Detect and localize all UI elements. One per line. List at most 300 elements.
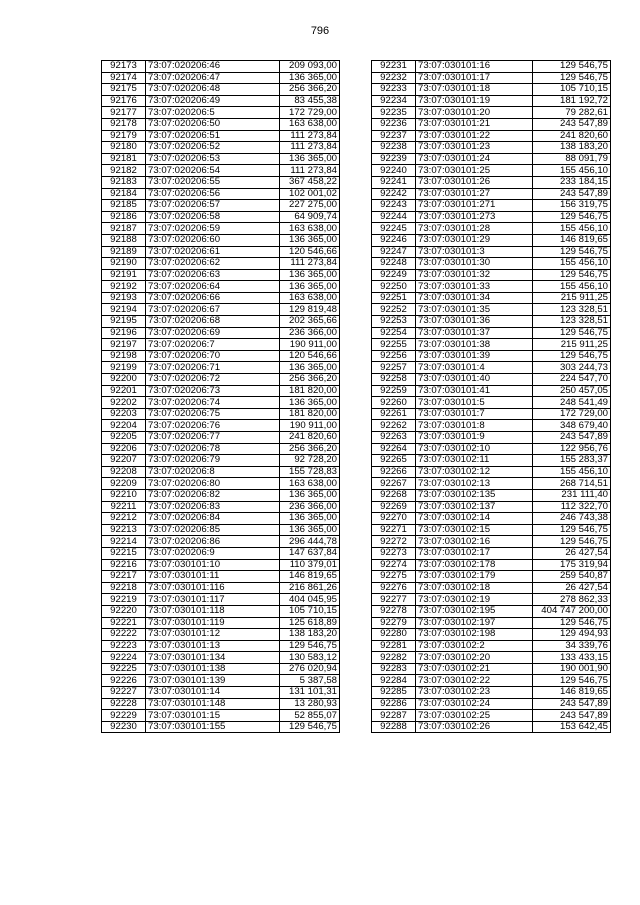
- cadastral-number-cell: 73:07:020206:80: [146, 478, 280, 490]
- cadastral-number-cell: 73:07:030102:10: [416, 443, 533, 455]
- row-number-cell: 92287: [372, 710, 416, 722]
- value-cell: 153 642,45: [533, 721, 611, 733]
- cadastral-number-cell: 73:07:030102:135: [416, 489, 533, 501]
- table-row: [372, 432, 611, 444]
- row-number-cell: 92249: [372, 269, 416, 281]
- row-number-cell: 92242: [372, 188, 416, 200]
- value-cell: 404 747 200,00: [533, 605, 611, 617]
- cadastral-number-cell: 73:07:030101:116: [146, 582, 280, 594]
- table-row: [102, 211, 340, 223]
- cadastral-number-cell: 73:07:020206:54: [146, 165, 280, 177]
- row-number-cell: 92277: [372, 594, 416, 606]
- row-number-cell: 92232: [372, 72, 416, 84]
- table-row: [102, 72, 340, 84]
- value-cell: 236 366,00: [280, 501, 340, 513]
- row-number-cell: 92173: [102, 61, 146, 73]
- row-number-cell: 92273: [372, 547, 416, 559]
- value-cell: 123 328,51: [533, 316, 611, 328]
- row-number-cell: 92179: [102, 130, 146, 142]
- value-cell: 155 456,10: [533, 223, 611, 235]
- value-cell: 202 365,66: [280, 316, 340, 328]
- row-number-cell: 92244: [372, 211, 416, 223]
- cadastral-number-cell: 73:07:030101:139: [146, 675, 280, 687]
- table-row: [102, 327, 340, 339]
- cadastral-number-cell: 73:07:030102:22: [416, 675, 533, 687]
- cadastral-number-cell: 73:07:030101:155: [146, 721, 280, 733]
- cadastral-number-cell: 73:07:020206:63: [146, 269, 280, 281]
- value-cell: 129 546,75: [533, 675, 611, 687]
- value-cell: 110 379,01: [280, 559, 340, 571]
- value-cell: 250 457,05: [533, 385, 611, 397]
- cadastral-number-cell: 73:07:030101:5: [416, 397, 533, 409]
- table-row: [372, 663, 611, 675]
- table-row: [102, 281, 340, 293]
- table-row: [372, 118, 611, 130]
- cadastral-number-cell: 73:07:030101:118: [146, 605, 280, 617]
- row-number-cell: 92199: [102, 362, 146, 374]
- table-row: [372, 640, 611, 652]
- table-row: [102, 478, 340, 490]
- table-row: [372, 571, 611, 583]
- table-row: [102, 443, 340, 455]
- value-cell: 125 618,89: [280, 617, 340, 629]
- table-row: [372, 536, 611, 548]
- cadastral-number-cell: 73:07:030101:37: [416, 327, 533, 339]
- row-number-cell: 92175: [102, 84, 146, 96]
- value-cell: 111 273,84: [280, 142, 340, 154]
- cadastral-number-cell: 73:07:030101:18: [416, 84, 533, 96]
- cadastral-number-cell: 73:07:030101:19: [416, 95, 533, 107]
- value-cell: 52 855,07: [280, 710, 340, 722]
- value-cell: 136 365,00: [280, 397, 340, 409]
- cadastral-number-cell: 73:07:030101:9: [416, 432, 533, 444]
- cadastral-number-cell: 73:07:030102:26: [416, 721, 533, 733]
- row-number-cell: 92250: [372, 281, 416, 293]
- cadastral-number-cell: 73:07:030101:30: [416, 258, 533, 270]
- table-row: [372, 304, 611, 316]
- table-row: [372, 675, 611, 687]
- row-number-cell: 92235: [372, 107, 416, 119]
- cadastral-number-cell: 73:07:020206:64: [146, 281, 280, 293]
- table-row: [372, 234, 611, 246]
- value-cell: 102 001,02: [280, 188, 340, 200]
- cadastral-number-cell: 73:07:030101:117: [146, 594, 280, 606]
- cadastral-number-cell: 73:07:020206:50: [146, 118, 280, 130]
- value-cell: 129 546,75: [533, 536, 611, 548]
- value-cell: 155 456,10: [533, 165, 611, 177]
- row-number-cell: 92283: [372, 663, 416, 675]
- row-number-cell: 92211: [102, 501, 146, 513]
- value-cell: 243 547,89: [533, 188, 611, 200]
- row-number-cell: 92209: [102, 478, 146, 490]
- row-number-cell: 92227: [102, 687, 146, 699]
- table-row: [372, 339, 611, 351]
- cadastral-number-cell: 73:07:020206:85: [146, 524, 280, 536]
- table-row: [372, 698, 611, 710]
- table-row: [372, 385, 611, 397]
- row-number-cell: 92210: [102, 489, 146, 501]
- cadastral-number-cell: 73:07:030102:2: [416, 640, 533, 652]
- row-number-cell: 92258: [372, 374, 416, 386]
- row-number-cell: 92285: [372, 687, 416, 699]
- cadastral-number-cell: 73:07:030101:38: [416, 339, 533, 351]
- value-cell: 136 365,00: [280, 234, 340, 246]
- table-row: [102, 408, 340, 420]
- value-cell: 367 458,22: [280, 176, 340, 188]
- value-cell: 259 540,87: [533, 571, 611, 583]
- row-number-cell: 92190: [102, 258, 146, 270]
- table-row: [102, 513, 340, 525]
- row-number-cell: 92266: [372, 466, 416, 478]
- value-cell: 155 456,10: [533, 466, 611, 478]
- row-number-cell: 92254: [372, 327, 416, 339]
- table-row: [102, 698, 340, 710]
- value-cell: 136 365,00: [280, 362, 340, 374]
- table-row: [372, 408, 611, 420]
- cadastral-number-cell: 73:07:030101:34: [416, 292, 533, 304]
- table-row: [372, 95, 611, 107]
- cadastral-number-cell: 73:07:020206:68: [146, 316, 280, 328]
- cadastral-number-cell: 73:07:020206:7: [146, 339, 280, 351]
- cadastral-number-cell: 73:07:030101:23: [416, 142, 533, 154]
- value-cell: 64 909,74: [280, 211, 340, 223]
- table-row: [102, 95, 340, 107]
- value-cell: 136 365,00: [280, 524, 340, 536]
- value-cell: 111 273,84: [280, 165, 340, 177]
- row-number-cell: 92234: [372, 95, 416, 107]
- row-number-cell: 92246: [372, 234, 416, 246]
- row-number-cell: 92183: [102, 176, 146, 188]
- row-number-cell: 92272: [372, 536, 416, 548]
- row-number-cell: 92261: [372, 408, 416, 420]
- row-number-cell: 92267: [372, 478, 416, 490]
- table-row: [102, 501, 340, 513]
- cadastral-number-cell: 73:07:030102:15: [416, 524, 533, 536]
- value-cell: 248 541,49: [533, 397, 611, 409]
- table-row: [102, 269, 340, 281]
- cadastral-number-cell: 73:07:030102:198: [416, 629, 533, 641]
- cadastral-number-cell: 73:07:030101:35: [416, 304, 533, 316]
- table-row: [102, 536, 340, 548]
- value-cell: 112 322,70: [533, 501, 611, 513]
- row-number-cell: 92195: [102, 316, 146, 328]
- table-row: [372, 547, 611, 559]
- cadastral-number-cell: 73:07:030101:11: [146, 571, 280, 583]
- value-cell: 136 365,00: [280, 513, 340, 525]
- cadastral-number-cell: 73:07:030102:13: [416, 478, 533, 490]
- table-row: [102, 675, 340, 687]
- cadastral-number-cell: 73:07:030102:21: [416, 663, 533, 675]
- value-cell: 243 547,89: [533, 710, 611, 722]
- table-row: [102, 629, 340, 641]
- value-cell: 224 547,70: [533, 374, 611, 386]
- cadastral-number-cell: 73:07:020206:61: [146, 246, 280, 258]
- value-cell: 120 546,66: [280, 246, 340, 258]
- table-row: [372, 200, 611, 212]
- row-number-cell: 92231: [372, 61, 416, 73]
- value-cell: 216 861,26: [280, 582, 340, 594]
- table-row: [372, 61, 611, 73]
- row-number-cell: 92217: [102, 571, 146, 583]
- cadastral-number-cell: 73:07:030102:24: [416, 698, 533, 710]
- value-cell: 34 339,76: [533, 640, 611, 652]
- data-table-right: [371, 60, 611, 733]
- value-cell: 233 184,15: [533, 176, 611, 188]
- cadastral-number-cell: 73:07:020206:48: [146, 84, 280, 96]
- table-row: [102, 362, 340, 374]
- table-row: [102, 385, 340, 397]
- row-number-cell: 92224: [102, 652, 146, 664]
- table-row: [372, 281, 611, 293]
- value-cell: 246 743,38: [533, 513, 611, 525]
- row-number-cell: 92259: [372, 385, 416, 397]
- table-row: [102, 107, 340, 119]
- value-cell: 136 365,00: [280, 153, 340, 165]
- cadastral-number-cell: 73:07:030101:10: [146, 559, 280, 571]
- cadastral-number-cell: 73:07:030102:25: [416, 710, 533, 722]
- value-cell: 26 427,54: [533, 547, 611, 559]
- row-number-cell: 92239: [372, 153, 416, 165]
- cadastral-number-cell: 73:07:030102:18: [416, 582, 533, 594]
- cadastral-number-cell: 73:07:020206:74: [146, 397, 280, 409]
- row-number-cell: 92270: [372, 513, 416, 525]
- cadastral-number-cell: 73:07:030101:12: [146, 629, 280, 641]
- value-cell: 105 710,15: [533, 84, 611, 96]
- value-cell: 155 456,10: [533, 281, 611, 293]
- cadastral-number-cell: 73:07:030102:197: [416, 617, 533, 629]
- cadastral-number-cell: 73:07:030101:15: [146, 710, 280, 722]
- table-row: [102, 142, 340, 154]
- row-number-cell: 92238: [372, 142, 416, 154]
- value-cell: 243 547,89: [533, 698, 611, 710]
- row-number-cell: 92274: [372, 559, 416, 571]
- cadastral-number-cell: 73:07:030101:14: [146, 687, 280, 699]
- value-cell: 172 729,00: [533, 408, 611, 420]
- row-number-cell: 92262: [372, 420, 416, 432]
- row-number-cell: 92248: [372, 258, 416, 270]
- table-row: [102, 605, 340, 617]
- table-row: [372, 687, 611, 699]
- row-number-cell: 92271: [372, 524, 416, 536]
- cadastral-number-cell: 73:07:020206:67: [146, 304, 280, 316]
- row-number-cell: 92188: [102, 234, 146, 246]
- table-row: [102, 489, 340, 501]
- value-cell: 146 819,65: [280, 571, 340, 583]
- row-number-cell: 92200: [102, 374, 146, 386]
- table-row: [102, 721, 340, 733]
- table-row: [102, 432, 340, 444]
- row-number-cell: 92241: [372, 176, 416, 188]
- cadastral-number-cell: 73:07:030101:4: [416, 362, 533, 374]
- cadastral-number-cell: 73:07:030101:29: [416, 234, 533, 246]
- row-number-cell: 92265: [372, 455, 416, 467]
- table-row: [372, 374, 611, 386]
- value-cell: 88 091,79: [533, 153, 611, 165]
- table-row: [372, 629, 611, 641]
- table-row: [372, 269, 611, 281]
- value-cell: 241 820,60: [280, 432, 340, 444]
- table-row: [102, 61, 340, 73]
- value-cell: 172 729,00: [280, 107, 340, 119]
- row-number-cell: 92225: [102, 663, 146, 675]
- value-cell: 111 273,84: [280, 258, 340, 270]
- table-row: [102, 339, 340, 351]
- value-cell: 129 546,75: [533, 524, 611, 536]
- page-number: 796: [310, 25, 330, 37]
- table-row: [372, 327, 611, 339]
- value-cell: 122 956,76: [533, 443, 611, 455]
- cadastral-number-cell: 73:07:030101:36: [416, 316, 533, 328]
- cadastral-number-cell: 73:07:030101:273: [416, 211, 533, 223]
- value-cell: 404 045,95: [280, 594, 340, 606]
- table-row: [102, 304, 340, 316]
- row-number-cell: 92276: [372, 582, 416, 594]
- cadastral-number-cell: 73:07:020206:57: [146, 200, 280, 212]
- row-number-cell: 92230: [102, 721, 146, 733]
- cadastral-number-cell: 73:07:020206:69: [146, 327, 280, 339]
- table-row: [102, 455, 340, 467]
- table-row: [372, 316, 611, 328]
- row-number-cell: 92219: [102, 594, 146, 606]
- cadastral-number-cell: 73:07:020206:51: [146, 130, 280, 142]
- row-number-cell: 92189: [102, 246, 146, 258]
- table-row: [372, 420, 611, 432]
- cadastral-number-cell: 73:07:030101:148: [146, 698, 280, 710]
- value-cell: 155 283,37: [533, 455, 611, 467]
- row-number-cell: 92191: [102, 269, 146, 281]
- value-cell: 105 710,15: [280, 605, 340, 617]
- table-row: [102, 524, 340, 536]
- row-number-cell: 92260: [372, 397, 416, 409]
- cadastral-number-cell: 73:07:030102:11: [416, 455, 533, 467]
- value-cell: 120 546,66: [280, 350, 340, 362]
- value-cell: 256 366,20: [280, 374, 340, 386]
- table-row: [102, 559, 340, 571]
- cadastral-number-cell: 73:07:030101:26: [416, 176, 533, 188]
- value-cell: 155 456,10: [533, 258, 611, 270]
- value-cell: 215 911,25: [533, 339, 611, 351]
- cadastral-number-cell: 73:07:030101:22: [416, 130, 533, 142]
- table-row: [102, 420, 340, 432]
- row-number-cell: 92215: [102, 547, 146, 559]
- row-number-cell: 92269: [372, 501, 416, 513]
- value-cell: 129 819,48: [280, 304, 340, 316]
- row-number-cell: 92279: [372, 617, 416, 629]
- cadastral-number-cell: 73:07:020206:66: [146, 292, 280, 304]
- cadastral-number-cell: 73:07:030101:25: [416, 165, 533, 177]
- value-cell: 236 366,00: [280, 327, 340, 339]
- value-cell: 231 111,40: [533, 489, 611, 501]
- table-row: [102, 153, 340, 165]
- value-cell: 147 637,84: [280, 547, 340, 559]
- table-row: [102, 176, 340, 188]
- table-row: [102, 466, 340, 478]
- cadastral-number-cell: 73:07:030102:137: [416, 501, 533, 513]
- row-number-cell: 92208: [102, 466, 146, 478]
- value-cell: 129 546,75: [280, 721, 340, 733]
- cadastral-number-cell: 73:07:030101:8: [416, 420, 533, 432]
- row-number-cell: 92255: [372, 339, 416, 351]
- value-cell: 243 547,89: [533, 118, 611, 130]
- cadastral-number-cell: 73:07:030101:138: [146, 663, 280, 675]
- value-cell: 129 546,75: [533, 269, 611, 281]
- table-row: [102, 594, 340, 606]
- value-cell: 136 365,00: [280, 72, 340, 84]
- cadastral-number-cell: 73:07:030101:41: [416, 385, 533, 397]
- cadastral-number-cell: 73:07:020206:47: [146, 72, 280, 84]
- cadastral-number-cell: 73:07:020206:78: [146, 443, 280, 455]
- value-cell: 163 638,00: [280, 292, 340, 304]
- row-number-cell: 92184: [102, 188, 146, 200]
- row-number-cell: 92256: [372, 350, 416, 362]
- cadastral-number-cell: 73:07:030101:33: [416, 281, 533, 293]
- table-row: [102, 687, 340, 699]
- cadastral-number-cell: 73:07:030101:134: [146, 652, 280, 664]
- row-number-cell: 92180: [102, 142, 146, 154]
- table-row: [372, 176, 611, 188]
- row-number-cell: 92252: [372, 304, 416, 316]
- row-number-cell: 92226: [102, 675, 146, 687]
- table-row: [102, 316, 340, 328]
- value-cell: 146 819,65: [533, 234, 611, 246]
- row-number-cell: 92251: [372, 292, 416, 304]
- table-row: [372, 246, 611, 258]
- value-cell: 268 714,51: [533, 478, 611, 490]
- row-number-cell: 92207: [102, 455, 146, 467]
- table-row: [372, 489, 611, 501]
- value-cell: 129 546,75: [533, 617, 611, 629]
- cadastral-number-cell: 73:07:030102:14: [416, 513, 533, 525]
- table-row: [372, 513, 611, 525]
- cadastral-number-cell: 73:07:020206:52: [146, 142, 280, 154]
- data-table-left: [101, 60, 340, 733]
- value-cell: 155 728,83: [280, 466, 340, 478]
- row-number-cell: 92247: [372, 246, 416, 258]
- cadastral-number-cell: 73:07:030101:16: [416, 61, 533, 73]
- cadastral-number-cell: 73:07:020206:55: [146, 176, 280, 188]
- table-row: [372, 455, 611, 467]
- table-row: [372, 443, 611, 455]
- value-cell: 5 387,58: [280, 675, 340, 687]
- cadastral-number-cell: 73:07:030101:28: [416, 223, 533, 235]
- value-cell: 26 427,54: [533, 582, 611, 594]
- row-number-cell: 92206: [102, 443, 146, 455]
- cadastral-number-cell: 73:07:030102:16: [416, 536, 533, 548]
- table-row: [102, 130, 340, 142]
- row-number-cell: 92284: [372, 675, 416, 687]
- cadastral-number-cell: 73:07:020206:5: [146, 107, 280, 119]
- value-cell: 348 679,40: [533, 420, 611, 432]
- cadastral-number-cell: 73:07:020206:46: [146, 61, 280, 73]
- cadastral-number-cell: 73:07:020206:58: [146, 211, 280, 223]
- value-cell: 129 494,93: [533, 629, 611, 641]
- row-number-cell: 92222: [102, 629, 146, 641]
- table-row: [372, 142, 611, 154]
- table-row: [102, 571, 340, 583]
- table-row: [102, 640, 340, 652]
- cadastral-number-cell: 73:07:030101:7: [416, 408, 533, 420]
- row-number-cell: 92236: [372, 118, 416, 130]
- value-cell: 243 547,89: [533, 432, 611, 444]
- cadastral-number-cell: 73:07:030101:39: [416, 350, 533, 362]
- table-row: [372, 652, 611, 664]
- cadastral-number-cell: 73:07:020206:56: [146, 188, 280, 200]
- cadastral-number-cell: 73:07:020206:8: [146, 466, 280, 478]
- row-number-cell: 92213: [102, 524, 146, 536]
- value-cell: 129 546,75: [533, 72, 611, 84]
- value-cell: 303 244,73: [533, 362, 611, 374]
- table-row: [102, 258, 340, 270]
